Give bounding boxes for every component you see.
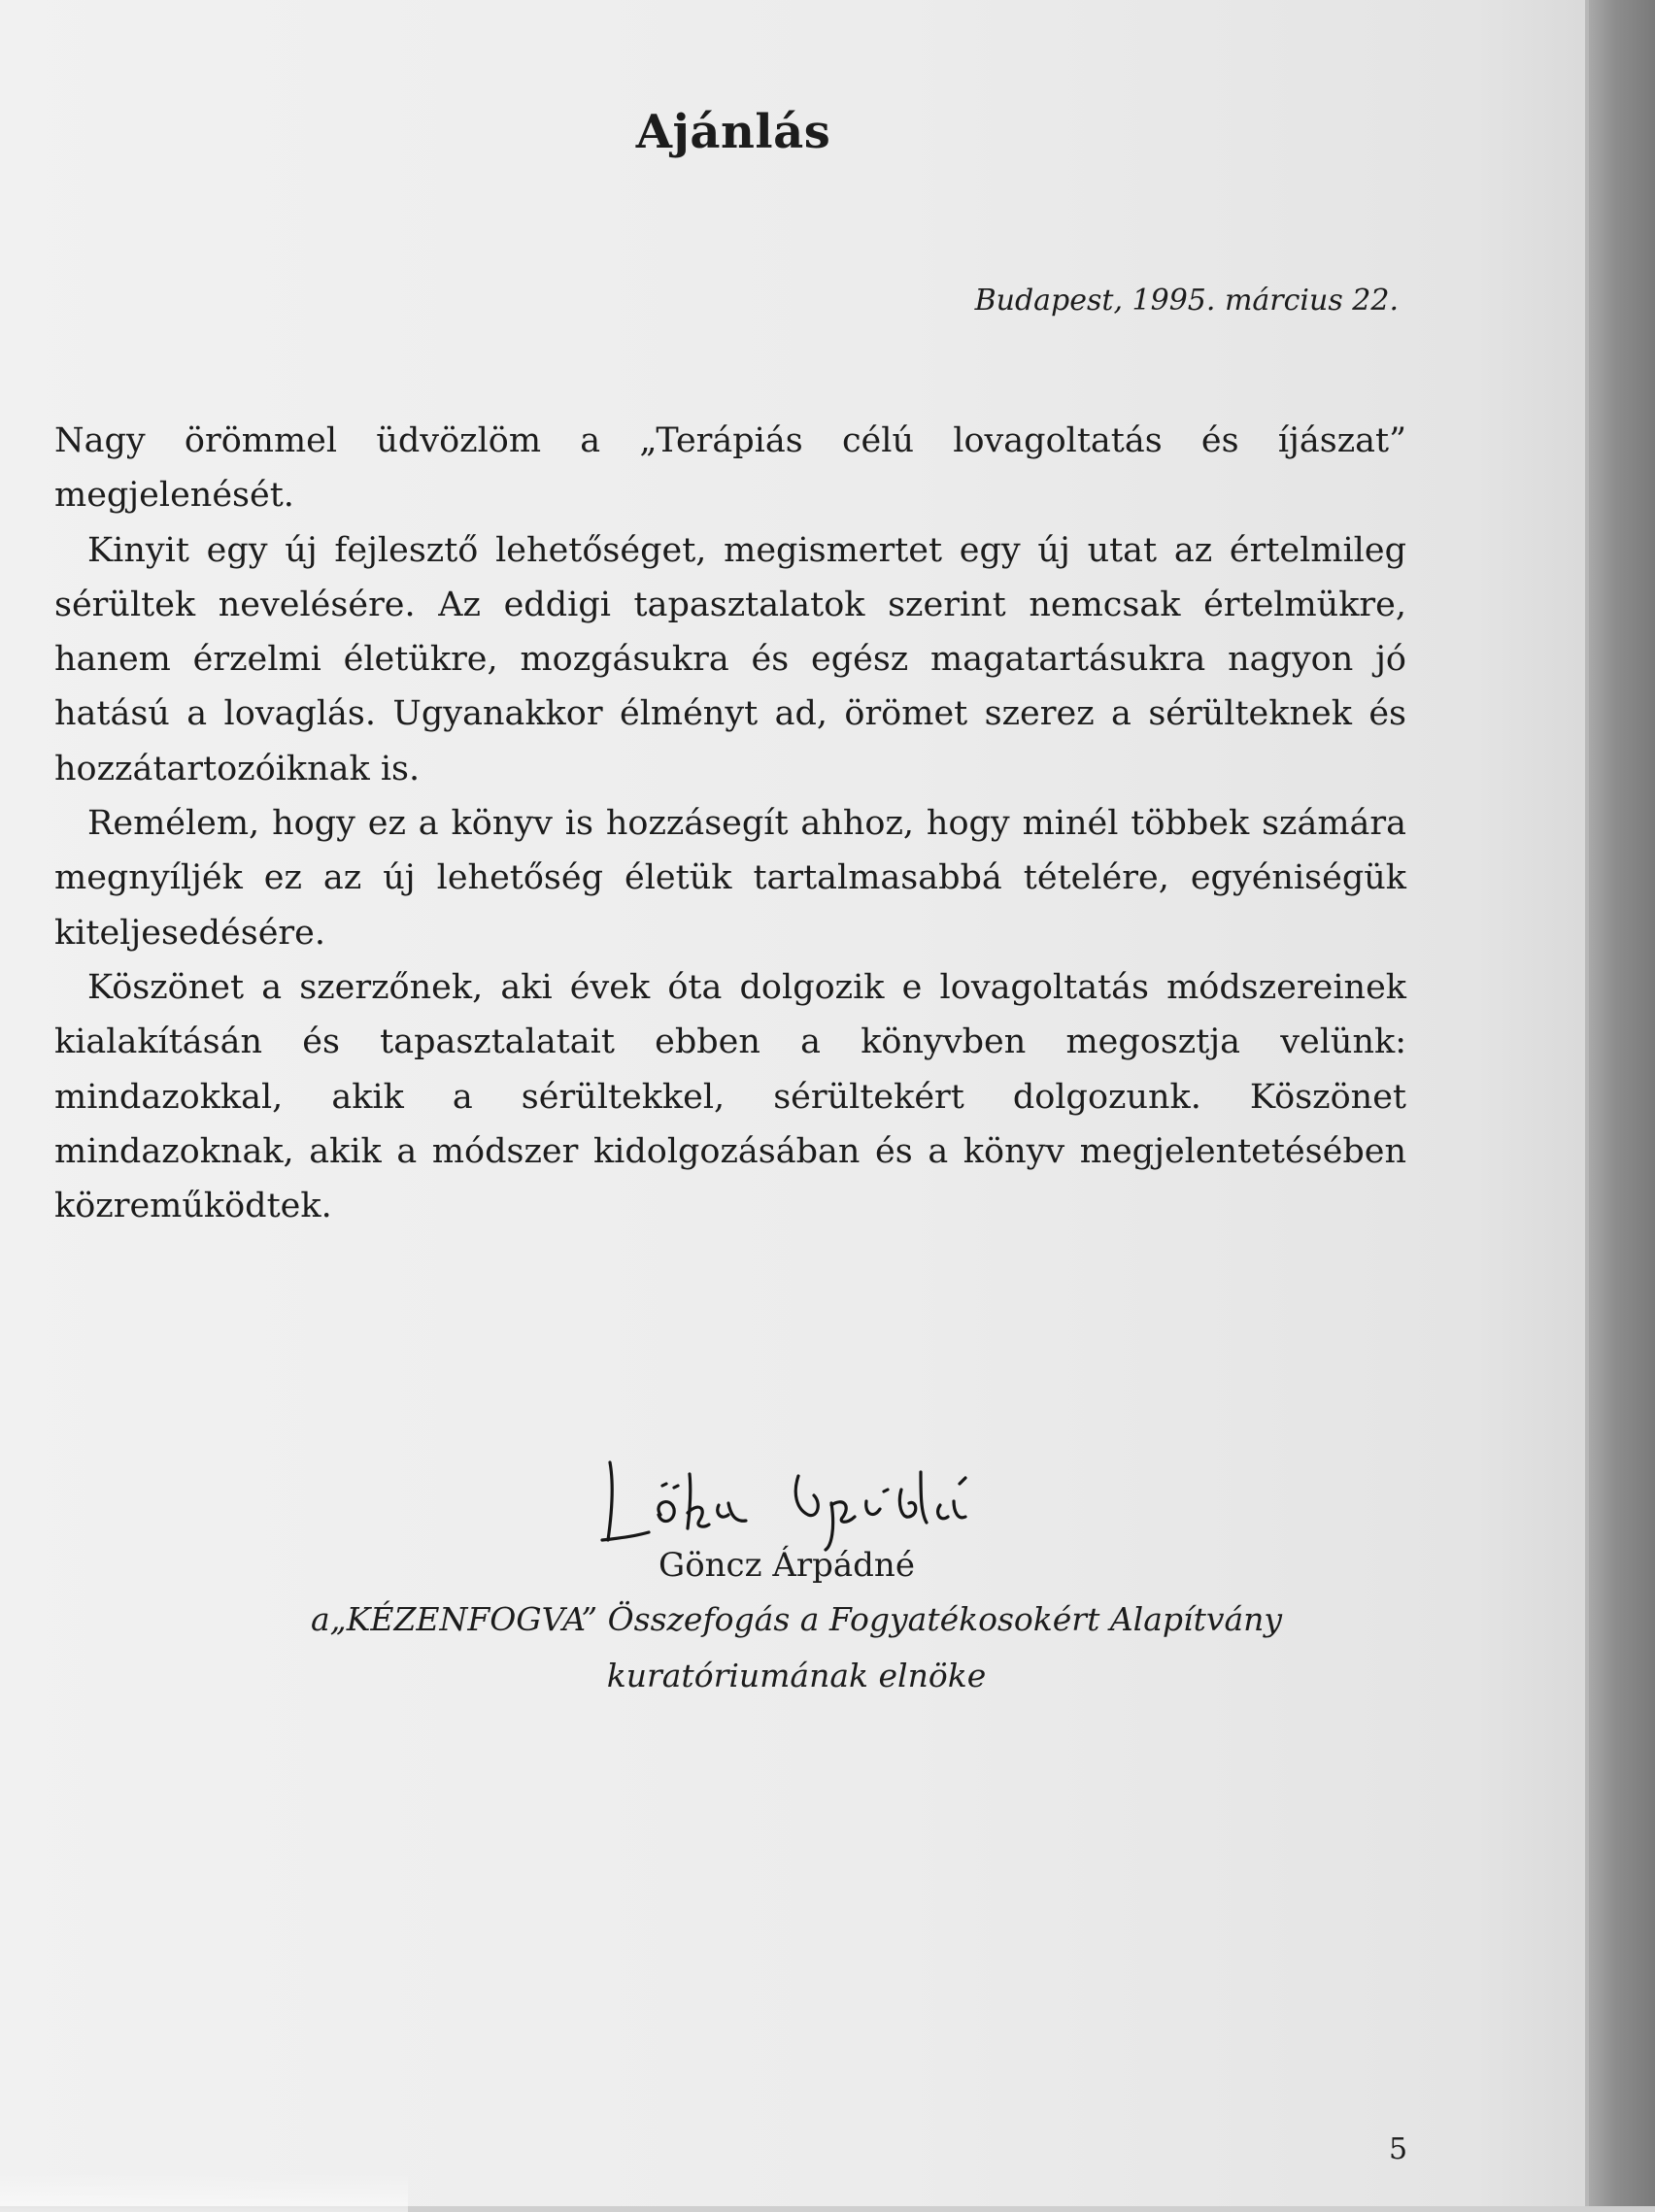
paragraph-2: Kinyit egy új fejlesztő lehetőséget, megismertet egy új utat az értelmileg sérültek nevelésére. Az eddigi tapasztalatok szerint nemcsak értelmükre, hanem érzelmi életükre, mozgásukra és egész magatartásukra nagyon jó hatású a lovaglás. Ugyanakkor élményt ad, örömet szerez a sérülteknek és hozzátartozóiknak is. bbox=[54, 530, 1406, 788]
signer-title-line-2: kuratóriumának elnöke bbox=[606, 1657, 987, 1694]
body-text bbox=[54, 414, 1406, 1233]
page-edge-shadow bbox=[1589, 0, 1655, 2206]
signature-stroke-1 bbox=[602, 1462, 649, 1540]
page-title: Ajánlás bbox=[635, 105, 831, 160]
paragraph-1: Nagy örömmel üdvözlöm a „Terápiás célú lovagoltatás és íjászat” megjelenését. bbox=[54, 421, 1406, 516]
signer-name: Göncz Árpádné bbox=[659, 1546, 915, 1585]
signature-stroke-6 bbox=[826, 1502, 855, 1550]
signature-stroke-8 bbox=[899, 1472, 927, 1523]
signature-stroke-2 bbox=[659, 1484, 678, 1522]
paragraph-3: Remélem, hogy ez a könyv is hozzásegít ahhoz, hogy minél többek számára megnyíljék ez az új lehetőség életük tartalmasabbá tételére, egyéniségük kiteljesedésére. bbox=[54, 804, 1406, 953]
signature-stroke-5 bbox=[795, 1476, 818, 1516]
signature-stroke-7 bbox=[866, 1490, 888, 1515]
signature-stroke-9 bbox=[938, 1478, 965, 1519]
signature-stroke-4 bbox=[718, 1503, 746, 1521]
dateline: Budapest, 1995. március 22. bbox=[974, 284, 1399, 318]
page-number: 5 bbox=[1389, 2132, 1408, 2166]
signer-title-line-1: a„KÉZENFOGVA” Összefogás a Fogyatékosokért Alapítvány bbox=[310, 1600, 1283, 1638]
signature-stroke-3 bbox=[688, 1474, 709, 1528]
paragraph-4: Köszönet a szerzőnek, aki évek óta dolgozik e lovagoltatás módszereinek kialakításán és tapasztalatait ebben a könyvben megosztja velünk: mindazokkal, akik a sérültekkel, sérültekért dolgozunk. Köszönet mindazoknak, akik a módszer kidolgozásában és a könyv megjelentetésében közreműködtek. bbox=[54, 967, 1406, 1226]
handwritten-signature bbox=[592, 1445, 1039, 1552]
watermark-band bbox=[0, 2173, 408, 2212]
